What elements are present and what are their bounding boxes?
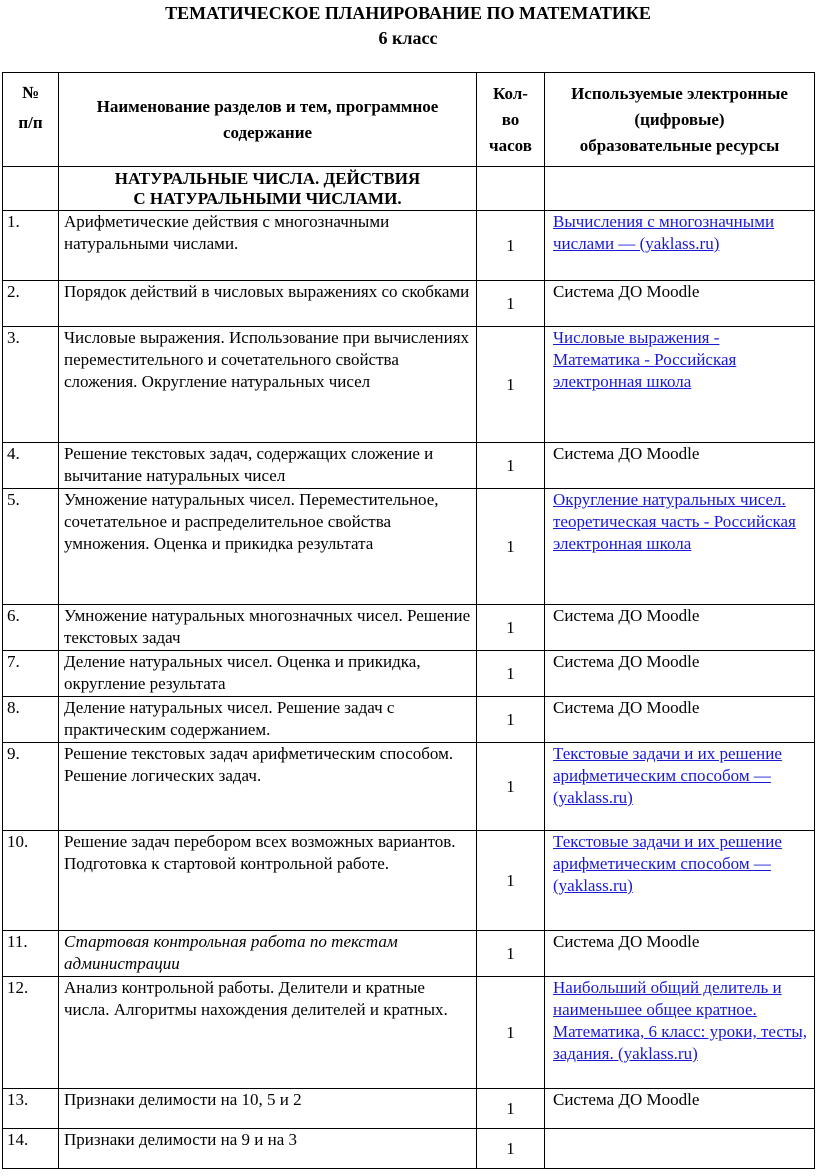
row-hours: 1 [477, 443, 545, 489]
row-hours: 1 [477, 327, 545, 443]
row-number: 3. [3, 327, 59, 443]
table-row [3, 977, 815, 1089]
row-topic: Числовые выражения. Использование при вычислениях переместительного и сочетательного свойства сложения. Округление натуральных чисел [59, 327, 477, 443]
row-topic: Умножение натуральных многозначных чисел. Решение текстовых задач [59, 605, 477, 651]
resource-link[interactable]: Числовые выражения - Математика - Российская электронная школа [553, 328, 737, 391]
header-num-line2: п/п [18, 113, 43, 132]
row-resource-cell [545, 931, 815, 977]
row-topic: Решение задач перебором всех возможных вариантов. Подготовка к стартовой контрольной работе. [59, 831, 477, 931]
row-hours: 1 [477, 1129, 545, 1169]
row-topic: Решение текстовых задач арифметическим способом. Решение логических задач. [59, 743, 477, 831]
table-header-row [3, 73, 815, 167]
row-topic: Признаки делимости на 10, 5 и 2 [59, 1089, 477, 1129]
row-resource-cell [545, 443, 815, 489]
row-number: 9. [3, 743, 59, 831]
resource-text: Система ДО Moodle [553, 606, 700, 625]
table-row [3, 489, 815, 605]
row-number: 1. [3, 211, 59, 281]
resource-text: Система ДО Moodle [553, 282, 700, 301]
resource-text: Система ДО Moodle [553, 698, 700, 717]
resource-link[interactable]: Текстовые задачи и их решение арифметическим способом —(yaklass.ru) [553, 832, 782, 895]
row-topic: Стартовая контрольная работа по текстам администрации [59, 931, 477, 977]
row-topic: Арифметические действия с многозначными натуральными числами. [59, 211, 477, 281]
row-hours: 1 [477, 697, 545, 743]
table-row [3, 651, 815, 697]
row-topic: Решение текстовых задач, содержащих сложение и вычитание натуральных чисел [59, 443, 477, 489]
table-row [3, 743, 815, 831]
table-row [3, 697, 815, 743]
table-row [3, 327, 815, 443]
page-subtitle: 6 класс [378, 28, 438, 48]
section-hours-cell [477, 167, 545, 211]
row-resource-cell [545, 489, 815, 605]
row-number: 6. [3, 605, 59, 651]
resource-link[interactable]: Округление натуральных чисел. теоретическая часть - Российская электронная школа [553, 490, 796, 553]
table-row [3, 1089, 815, 1129]
resource-text: Система ДО Moodle [553, 444, 700, 463]
row-hours: 1 [477, 743, 545, 831]
row-topic: Деление натуральных чисел. Решение задач с практическим содержанием. [59, 697, 477, 743]
resource-link[interactable]: Текстовые задачи и их решение арифметическим способом —(yaklass.ru) [553, 744, 782, 807]
table-row [3, 211, 815, 281]
resource-link[interactable]: Наибольший общий делитель и наименьшее общее кратное. Математика, 6 класс: уроки, тесты, задания. (yaklass.ru) [553, 978, 808, 1063]
header-hours-line2: во [501, 109, 520, 129]
header-resources [545, 73, 815, 167]
header-resources-line3: образовательные ресурсы [579, 135, 780, 155]
header-resources-line1: Используемые электронные [571, 83, 788, 103]
section-resources-cell [545, 167, 815, 211]
header-hours-line1: Кол- [493, 83, 528, 103]
page-title: ТЕМАТИЧЕСКОЕ ПЛАНИРОВАНИЕ ПО МАТЕМАТИКЕ [165, 3, 651, 23]
row-topic: Деление натуральных чисел. Оценка и прикидка, округление результата [59, 651, 477, 697]
row-topic: Анализ контрольной работы. Делители и кратные числа. Алгоритмы нахождения делителей и кратных. [59, 977, 477, 1089]
resource-text: Система ДО Moodle [553, 1090, 700, 1109]
section-row [3, 167, 815, 211]
row-number: 4. [3, 443, 59, 489]
header-num [3, 73, 59, 167]
table-row [3, 831, 815, 931]
row-number: 7. [3, 651, 59, 697]
row-resource-cell [545, 743, 815, 831]
row-hours: 1 [477, 605, 545, 651]
header-topic: Наименование разделов и тем, программное содержание [59, 73, 477, 167]
row-number: 8. [3, 697, 59, 743]
row-hours: 1 [477, 651, 545, 697]
row-number: 5. [3, 489, 59, 605]
header-num-line1: № [21, 83, 40, 102]
section-title: НАТУРАЛЬНЫЕ ЧИСЛА. ДЕЙСТВИЯ С НАТУРАЛЬНЫМИ ЧИСЛАМИ. [59, 167, 477, 211]
section-num-cell [3, 167, 59, 211]
table-row [3, 1129, 815, 1169]
resource-text: Система ДО Moodle [553, 932, 700, 951]
table-row [3, 281, 815, 327]
header-resources-line2: (цифровые) [634, 109, 725, 129]
row-resource-cell [545, 1129, 815, 1169]
table-row [3, 931, 815, 977]
row-resource-cell [545, 605, 815, 651]
row-hours: 1 [477, 977, 545, 1089]
row-resource-cell [545, 651, 815, 697]
planning-table [2, 72, 815, 1169]
row-resource-cell [545, 697, 815, 743]
resource-link[interactable]: Вычисления с многозначными числами — (yaklass.ru) [553, 212, 775, 253]
row-resource-cell [545, 281, 815, 327]
row-topic: Признаки делимости на 9 и на 3 [59, 1129, 477, 1169]
row-hours: 1 [477, 1089, 545, 1129]
row-hours: 1 [477, 489, 545, 605]
row-topic: Порядок действий в числовых выражениях со скобками [59, 281, 477, 327]
row-topic: Умножение натуральных чисел. Переместительное, сочетательное и распределительное свойства умножения. Оценка и прикидка результата [59, 489, 477, 605]
table-row [3, 605, 815, 651]
row-number: 2. [3, 281, 59, 327]
row-number: 14. [3, 1129, 59, 1169]
row-number: 13. [3, 1089, 59, 1129]
row-hours: 1 [477, 211, 545, 281]
row-resource-cell [545, 327, 815, 443]
row-number: 11. [3, 931, 59, 977]
resource-text: Система ДО Moodle [553, 652, 700, 671]
row-resource-cell [545, 831, 815, 931]
row-hours: 1 [477, 281, 545, 327]
row-resource-cell [545, 977, 815, 1089]
row-resource-cell [545, 1089, 815, 1129]
row-resource-cell [545, 211, 815, 281]
table-row [3, 443, 815, 489]
header-hours-line3: часов [489, 135, 532, 155]
row-number: 12. [3, 977, 59, 1089]
row-hours: 1 [477, 831, 545, 931]
row-number: 10. [3, 831, 59, 931]
row-hours: 1 [477, 931, 545, 977]
header-hours [477, 73, 545, 167]
